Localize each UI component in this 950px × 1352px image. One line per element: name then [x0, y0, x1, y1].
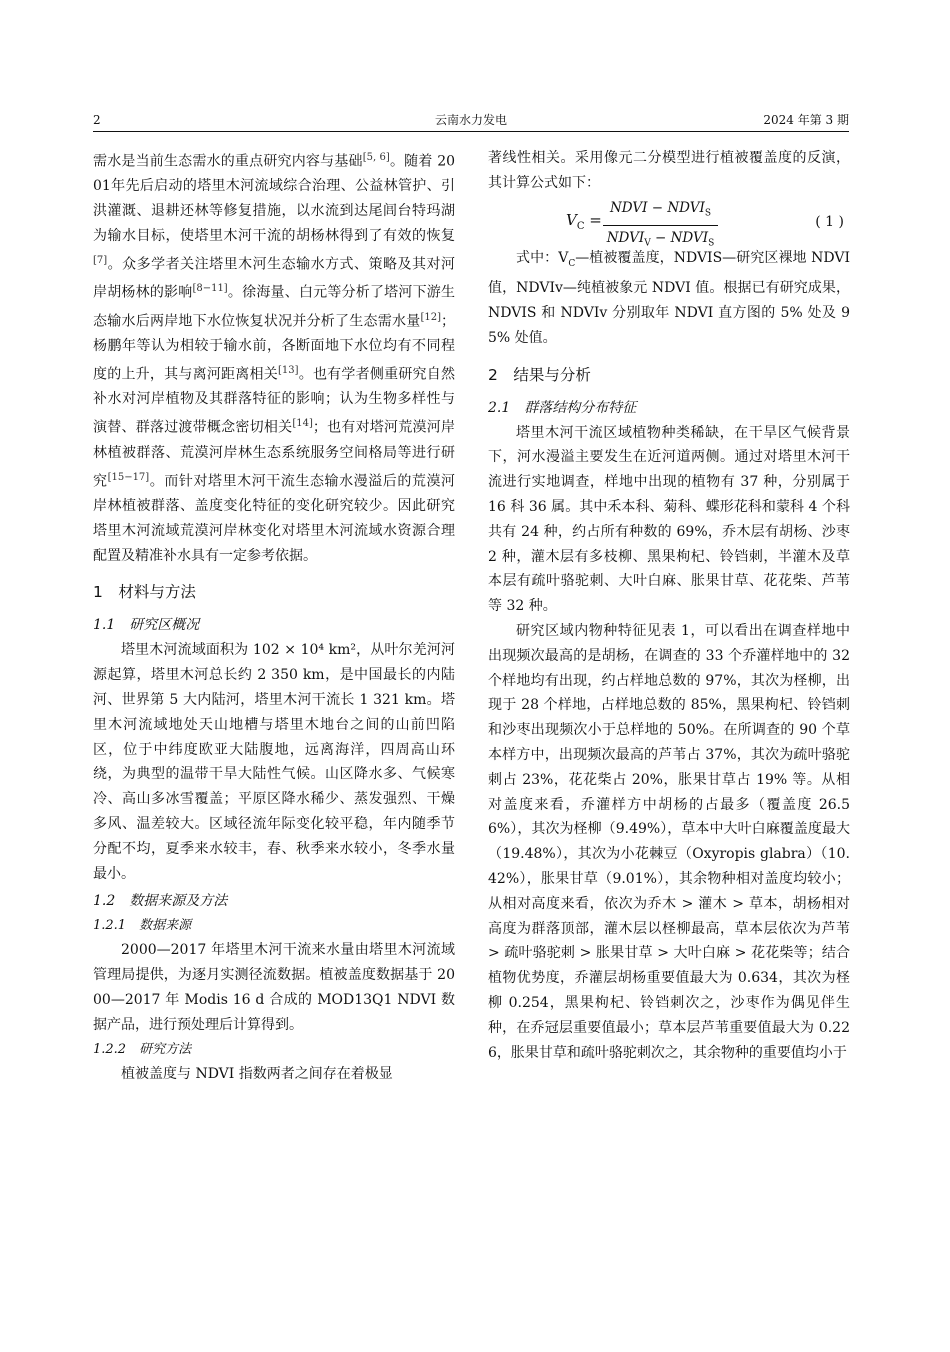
equation-denominator: $NDVI_V$ − $NDVI_S$: [606, 230, 715, 249]
subsubsection-heading: 1.2.2 研究方法: [93, 1041, 192, 1057]
left-column: [93, 146, 455, 1086]
equation-fraction: [603, 198, 718, 254]
citation[interactable]: [7]: [93, 254, 108, 266]
header-divider: [93, 131, 849, 132]
subsubsection-heading: 1.2.1 数据来源: [93, 918, 192, 934]
body-paragraph: 塔里木河流域面积为 102 × 10⁴ km²，从叶尔羌河河源起算，塔里木河总长约 2 350 km，是中国最长的内陆河、世界第 5 大内陆河，塔里木河干流长 1 321 km。塔里木河流域地处天山地槽与塔里木地台之间的山前凹陷区，位于中纬度欧亚大陆腹地，远离海洋，四周高山环绕，为典型的温带干旱大陆性气候。山区降水多、气候寒冷、高山多冰雪覆盖；平原区降水稀少、蒸发强烈、干燥多风、温差较大。区域径流年际变化较平稳，年内随季节分配不均，夏季来水较丰，春、秋季来水较小，冬季水量最小。: [93, 642, 455, 882]
subsection-heading: 1.1 研究区概况: [93, 617, 200, 634]
formula-explanation: 式中：$V_C—$植被覆盖度，NDVIS—研究区裸地 NDVI 值，NDVIv—纯植被象元 NDVI 值。根据已有研究成果，NDVIS 和 NDVIv 分别取年 NDVI 直方图的 5% 处及 95% 处值。: [488, 249, 850, 346]
intro-paragraph: 需水是当前生态需水的重点研究内容与基础[5, 6]。随着 2001年先后启动的塔里木河流域综合治理、公益林管护、引洪灌溉、退耕还林等修复措施，以水流到达尾闾台特玛湖为输水目标，使塔里木河干流的胡杨林得到了有效的恢复[7]。众多学者关注塔里木河生态输水方式、策略及其对河岸胡杨林的影响[8−11]。徐海量、白元等分析了塔河下游生态输水后两岸地下水位恢复状况并分析了生态需水量[12]；杨鹏年等认为相较于输水前，各断面地下水位均有不同程度的上升，其与离河距离相关[13]。也有学者侧重研究自然补水对河岸植物及其群落特征的影响；认为生物多样性与演替、群落过渡带概念密切相关[14]；也有对塔河荒漠河岸林植被群落、荒漠河岸林生态系统服务空间格局等进行研究[15−17]。而针对塔里木河干流生态输水漫溢后的荒漠河岸林植被群落、盖度变化特征的变化研究较少。因此研究塔里木河流域荒漠河岸林变化对塔里木河流域水资源合理配置及精准补水具有一定参考依据。: [93, 152, 456, 564]
page-number: 2: [93, 113, 101, 127]
running-header: [93, 112, 849, 132]
citation[interactable]: [13]: [277, 365, 299, 376]
section-heading: 2 结果与分析: [488, 365, 591, 384]
body-paragraph: 植被盖度与 NDVI 指数两者之间存在着极显: [121, 1065, 393, 1082]
body-paragraph: 著线性相关。采用像元二分模型进行植被覆盖度的反演，其计算公式如下：: [488, 150, 850, 191]
citation[interactable]: [12]: [420, 311, 441, 323]
subsection-heading: 2.1 群落结构分布特征: [488, 399, 637, 416]
equation-1: [488, 196, 850, 249]
body-paragraph: 研究区域内物种特征见表 1，可以看出在调查样地中出现频次最高的是胡杨，在调查的 33 个乔灌样地中的 32 个样地均有出现，约占样地总数的 97%，其次为柽柳，出现于 28 个样地，占样地总数的 85%，黑果枸杞、铃铛刺和沙枣出现频次小于总样地的 50%。在所调查的 90 个草本样方中，出现频次最高的芦苇占 37%，其次为疏叶骆驼刺占 23%，花花柴占 20%，胀果甘草占 19% 等。从相对盖度来看，乔灌样方中胡杨的占最多（覆盖度 26.56%），其次为柽柳（9.49%），草本中大叶白麻覆盖度最大（19.48%），其次为小花棘豆（Oxyropis glabra）（10.42%），胀果甘草（9.01%），其余物种相对盖度均较小；从相对高度来看，依次为乔木 > 灌木 > 草本，胡杨相对高度为群落顶部，灌木层以柽柳最高，草本层依次为芦苇 > 疏叶骆驼刺 > 胀果甘草 > 大叶白麻 > 花花柴等；结合植物优势度，乔灌层胡杨重要值最大为 0.634，其次为柽柳 0.254，黑果枸杞、铃铛刺次之，沙枣作为偶见伴生种，在乔冠层重要值最小；草本层芦苇重要值最大为 0.226，胀果甘草和疏叶骆驼刺次之，其余物种的重要值均小于: [488, 622, 850, 1061]
right-column: [488, 146, 850, 1065]
citation[interactable]: [14]: [292, 418, 313, 430]
citation[interactable]: [5, 6]: [362, 152, 390, 163]
citation[interactable]: [8−11]: [192, 283, 228, 295]
equation-numerator: NDVI − $NDVI_S$: [609, 199, 712, 219]
body-paragraph: 塔里木河干流区域植物种类稀缺，在干旱区气候背景下，河水漫溢主要发生在近河道两侧。通过对塔里木河干流进行实地调查，样地中出现的植物有 37 种，分别属于 16 科 36 属。其中禾本科、菊科、蝶形花科和蒙科 4 个科共有 24 种，约占所有种数的 69%，乔木层有胡杨、沙枣 2 种，灌木层有多枝柳、黑果枸杞、铃铛刺，半灌木及草本层有疏叶骆驼刺、大叶白麻、胀果甘草、花花柴、芦苇等 32 种。: [488, 424, 850, 615]
section-heading: 1 材料与方法: [93, 583, 196, 602]
citation[interactable]: [15−17]: [107, 471, 150, 483]
subsection-heading: 1.2 数据来源及方法: [93, 893, 228, 910]
journal-name: 云南水力发电: [434, 113, 507, 127]
body-paragraph: 2000—2017 年塔里木河干流来水量由塔里木河流域管理局提供，为逐月实测径流数据。植被盖度数据基于 2000—2017 年 Modis 16 d 合成的 MOD13Q1 NDVI 数据产品，进行预处理后计算得到。: [93, 942, 455, 1033]
equation-lhs: $V_C$ =: [566, 210, 602, 232]
equation-number: ( 1 ): [815, 213, 844, 230]
issue-label: 2024 年第 3 期: [763, 113, 849, 127]
